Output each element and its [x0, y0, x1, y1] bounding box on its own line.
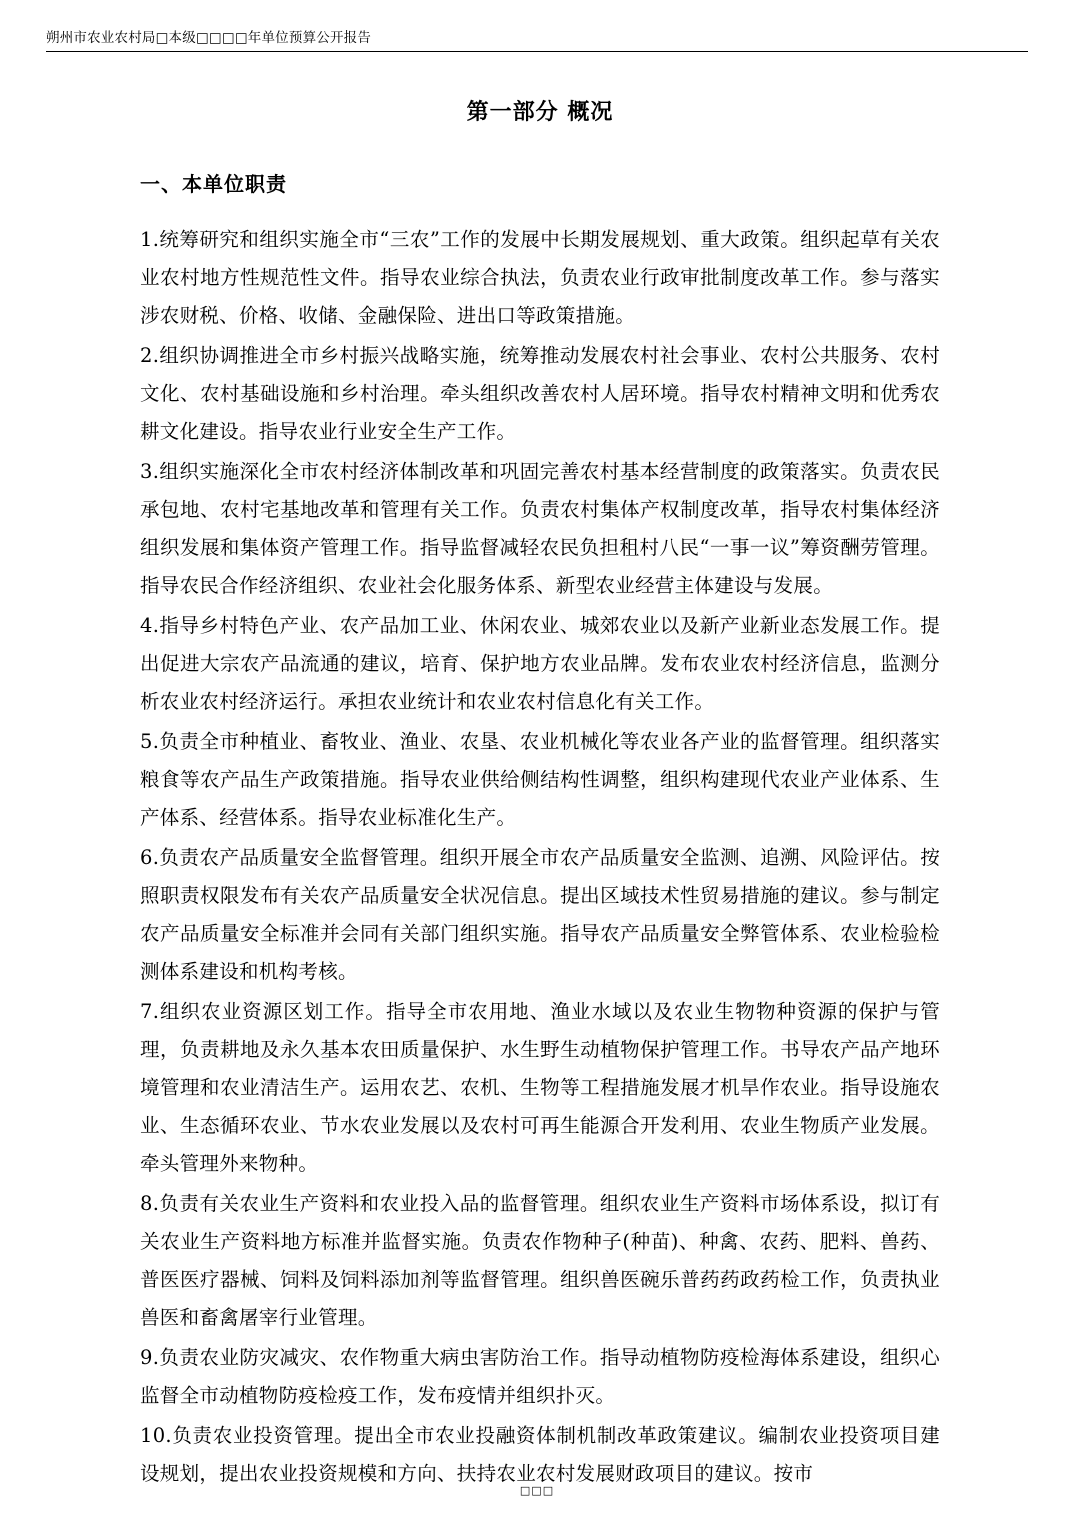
paragraph: 9.负责农业防灾减灾、农作物重大病虫害防治工作。指导动植物防疫检海体系建设，组织心监督全市动植物防疫检疫工作，发布疫情并组织扑灭。: [140, 1346, 940, 1407]
page-title: 第一部分 概况: [466, 100, 614, 125]
paragraph: 7.组织农业资源区划工作。指导全市农用地、渔业水域以及农业生物物种资源的保护与管理，负责耕地及永久基本农田质量保护、水生野生动植物保护管理工作。书导农产品产地环境管理和农业清洁生产。运用农艺、农机、生物等工程措施发展才机旱作农业。指导设施农业、生态循环农业、节水农业发展以及农村可再生能源合开发利用、农业生物质产业发展。牵头管理外来物种。: [140, 1000, 940, 1175]
paragraph: 4.指导乡村特色产业、农产品加工业、休闲农业、城郊农业以及新产业新业态发展工作。提出促进大宗农产品流通的建议，培育、保护地方农业品牌。发布农业农村经济信息，监测分析农业农村经济运行。承担农业统计和农业农村信息化有关工作。: [140, 614, 940, 713]
paragraph: 3.组织实施深化全市农村经济体制改革和巩固完善农村基本经营制度的政策落实。负责农民承包地、农村宅基地改革和管理有关工作。负责农村集体产权制度改革，指导农村集体经济组织发展和集体资产管理工作。指导监督减轻农民负担租村八民“一事一议”筹资酬劳管理。指导农民合作经济组织、农业社会化服务体系、新型农业经营主体建设与发展。: [140, 460, 940, 597]
document-body: [140, 95, 940, 1495]
paragraph: 6.负责农产品质量安全监督管理。组织开展全市农产品质量安全监测、追溯、风险评估。按照职责权限发布有关农产品质量安全状况信息。提出区域技术性贸易措施的建议。参与制定农产品质量安全标准并会同有关部门组织实施。指导农产品质量安全弊管体系、农业检验检测体系建设和机构考核。: [140, 846, 940, 983]
paragraph: 2.组织协调推进全市乡村振兴战略实施，统筹推动发展农村社会事业、农村公共服务、农村文化、农村基础设施和乡村治理。牵头组织改善农村人居环境。指导农村精神文明和优秀农耕文化建设。指导农业行业安全生产工作。: [140, 344, 940, 443]
paragraph: 5.负责全市种植业、畜牧业、渔业、农垦、农业机械化等农业各产业的监督管理。组织落实粮食等农产品生产政策措施。指导农业供给侧结构性调整，组织构建现代农业产业体系、生产体系、经营体系。指导农业标准化生产。: [140, 730, 940, 829]
document-header: [46, 26, 1028, 52]
paragraph: 10.负责农业投资管理。提出全市农业投融资体制机制改革政策建议。编制农业投资项目建设规划，提出农业投资规模和方向、扶持农业农村发展财政项目的建议。按市: [140, 1424, 940, 1485]
header-title: 朔州市农业农村局□本级□□□□年单位预算公开报告: [46, 30, 372, 46]
paragraph: 8.负责有关农业生产资料和农业投入品的监督管理。组织农业生产资料市场体系设，拟订有关农业生产资料地方标准并监督实施。负责农作物种子(种苗)、种禽、农药、肥料、兽药、普医医疗器械、饲料及饲料添加剂等监督管理。组织兽医碗乐普药药政药检工作，负责执业兽医和畜禽屠宰行业管理。: [140, 1192, 940, 1329]
paragraph: 1.统筹研究和组织实施全市“三农”工作的发展中长期发展规划、重大政策。组织起草有关农业农村地方性规范性文件。指导农业综合执法，负责农业行政审批制度改革工作。参与落实涉农财税、价格、收储、金融保险、进出口等政策措施。: [140, 228, 940, 327]
page-number: □□□: [519, 1484, 555, 1497]
section-heading: 一、本单位职责: [140, 172, 287, 196]
document-footer: [0, 1479, 1074, 1498]
